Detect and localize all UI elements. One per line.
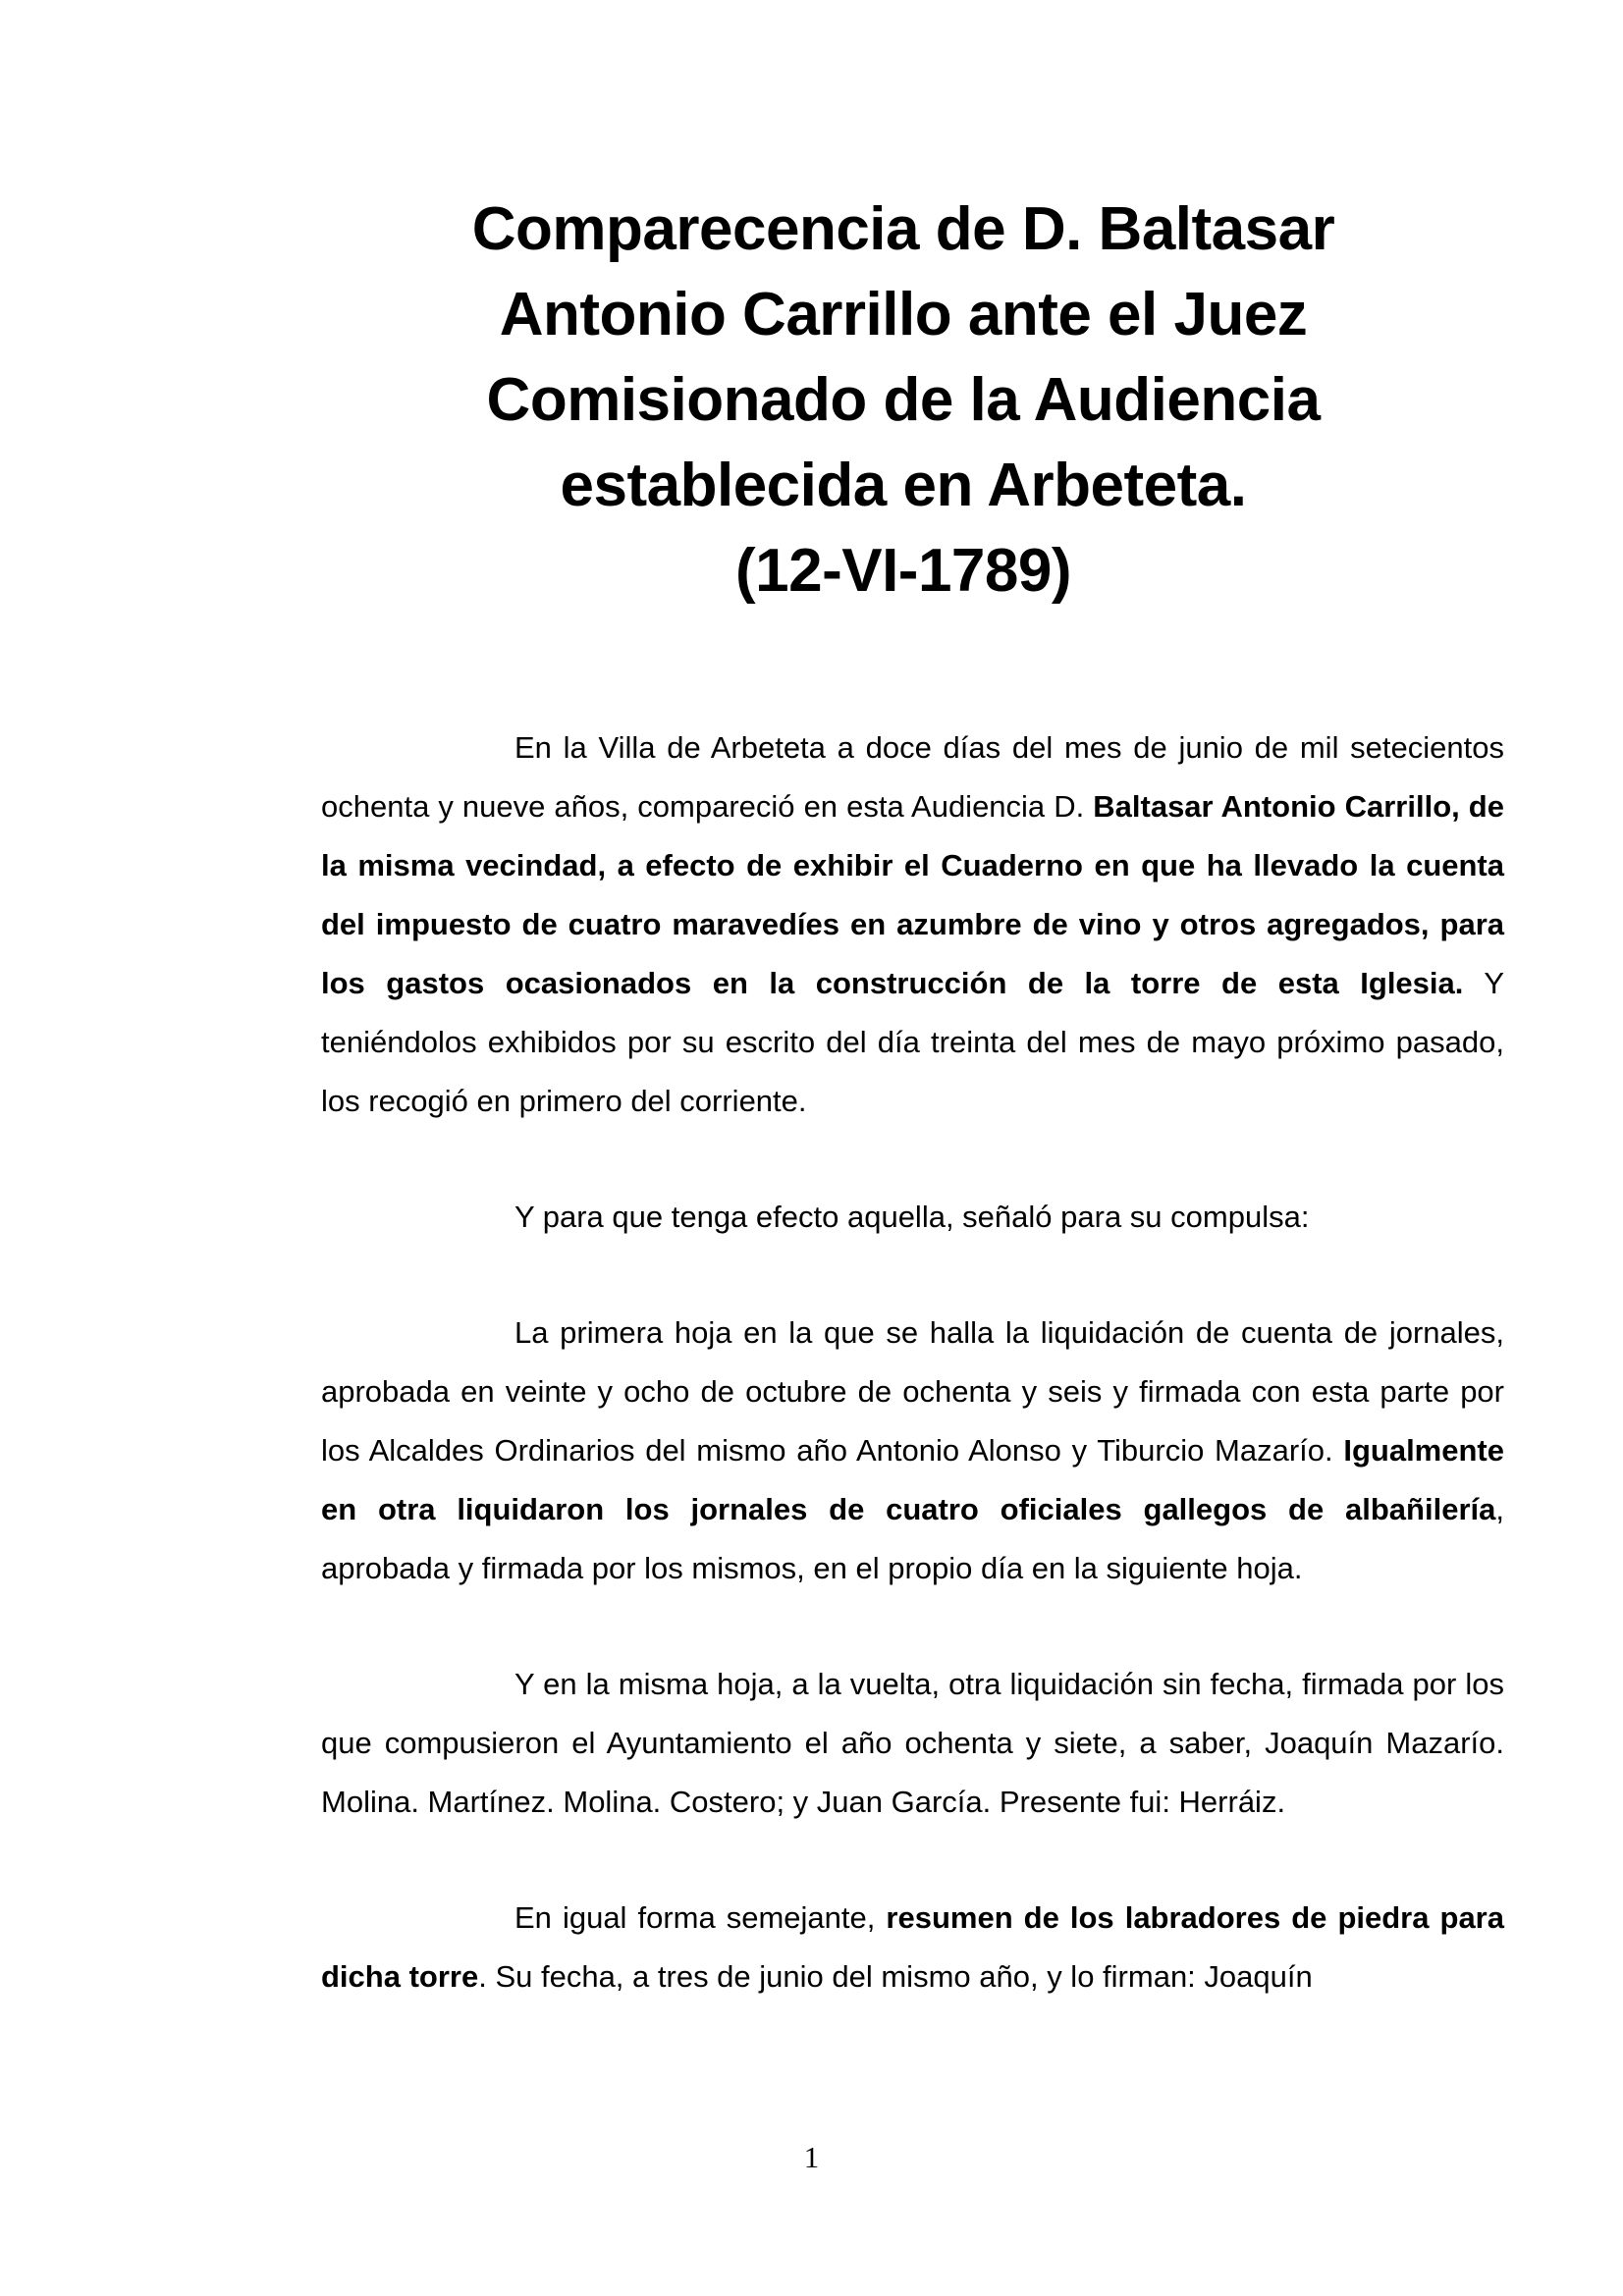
paragraph-1-bold: Baltasar Antonio Carrillo, de la misma vecindad, a efecto de exhibir el Cuaderno en que ha llevado la cuenta del impuesto de cuatro maravedíes en azumbre de vino y otros agregados, para los gastos ocasionados en la construcción de la torre de esta Iglesia. [321,789,1504,1000]
paragraph-3-text-a: La primera hoja en la que se halla la liquidación de cuenta de jornales, aprobada en veinte y ocho de octubre de ochenta y seis y firmada con esta parte por los Alcaldes Ordinarios del mismo año Antonio Alonso y Tiburcio Mazarío. [321,1315,1504,1468]
title-line-1: Comparecencia de D. Baltasar [471,195,1335,263]
title-line-4: establecida en Arbeteta. [560,452,1247,519]
paragraph-5 [321,1889,1504,2006]
paragraph-1-text-b: Y teniéndolos exhibidos por su escrito del día treinta del mes de mayo próximo pasado, los recogió en primero del corriente. [321,966,1505,1118]
paragraph-1-text-a: En la Villa de Arbeteta a doce días del mes de junio de mil setecientos ochenta y nueve años, compareció en esta Audiencia D. [321,730,1504,824]
title-line-3: Comisionado de la Audiencia [486,366,1321,434]
document-title [295,187,1512,614]
paragraph-1 [321,719,1504,1131]
paragraph-5-text-b: . Su fecha, a tres de junio del mismo año, y lo firman: Joaquín [478,1959,1313,1994]
paragraph-3-bold: Igualmente en otra liquidaron los jornales de cuatro oficiales gallegos de albañilería [321,1433,1504,1526]
paragraph-2 [321,1188,1504,1247]
paragraph-5-bold: resumen de los labradores de piedra para dicha torre [321,1900,1504,1994]
paragraph-4-text: Y en la misma hoja, a la vuelta, otra liquidación sin fecha, firmada por los que compusieron el Ayuntamiento el año ochenta y siete, a saber, Joaquín Mazarío. Molina. Martínez. Molina. Costero; y Juan García. Presente fui: Herráiz. [321,1667,1504,1819]
paragraph-3 [321,1304,1504,1598]
document-body [321,719,1504,2006]
paragraph-5-text-a: En igual forma semejante, [514,1900,887,1935]
paragraph-2-text: Y para que tenga efecto aquella, señaló para su compulsa: [514,1200,1310,1234]
paragraph-4 [321,1655,1504,1832]
title-line-5: (12-VI-1789) [734,537,1072,605]
paragraph-3-text-b: , aprobada y firmada por los mismos, en el propio día en la siguiente hoja. [321,1492,1504,1585]
title-line-2: Antonio Carrillo ante el Juez [499,281,1308,348]
page-number: 1 [803,2140,820,2174]
